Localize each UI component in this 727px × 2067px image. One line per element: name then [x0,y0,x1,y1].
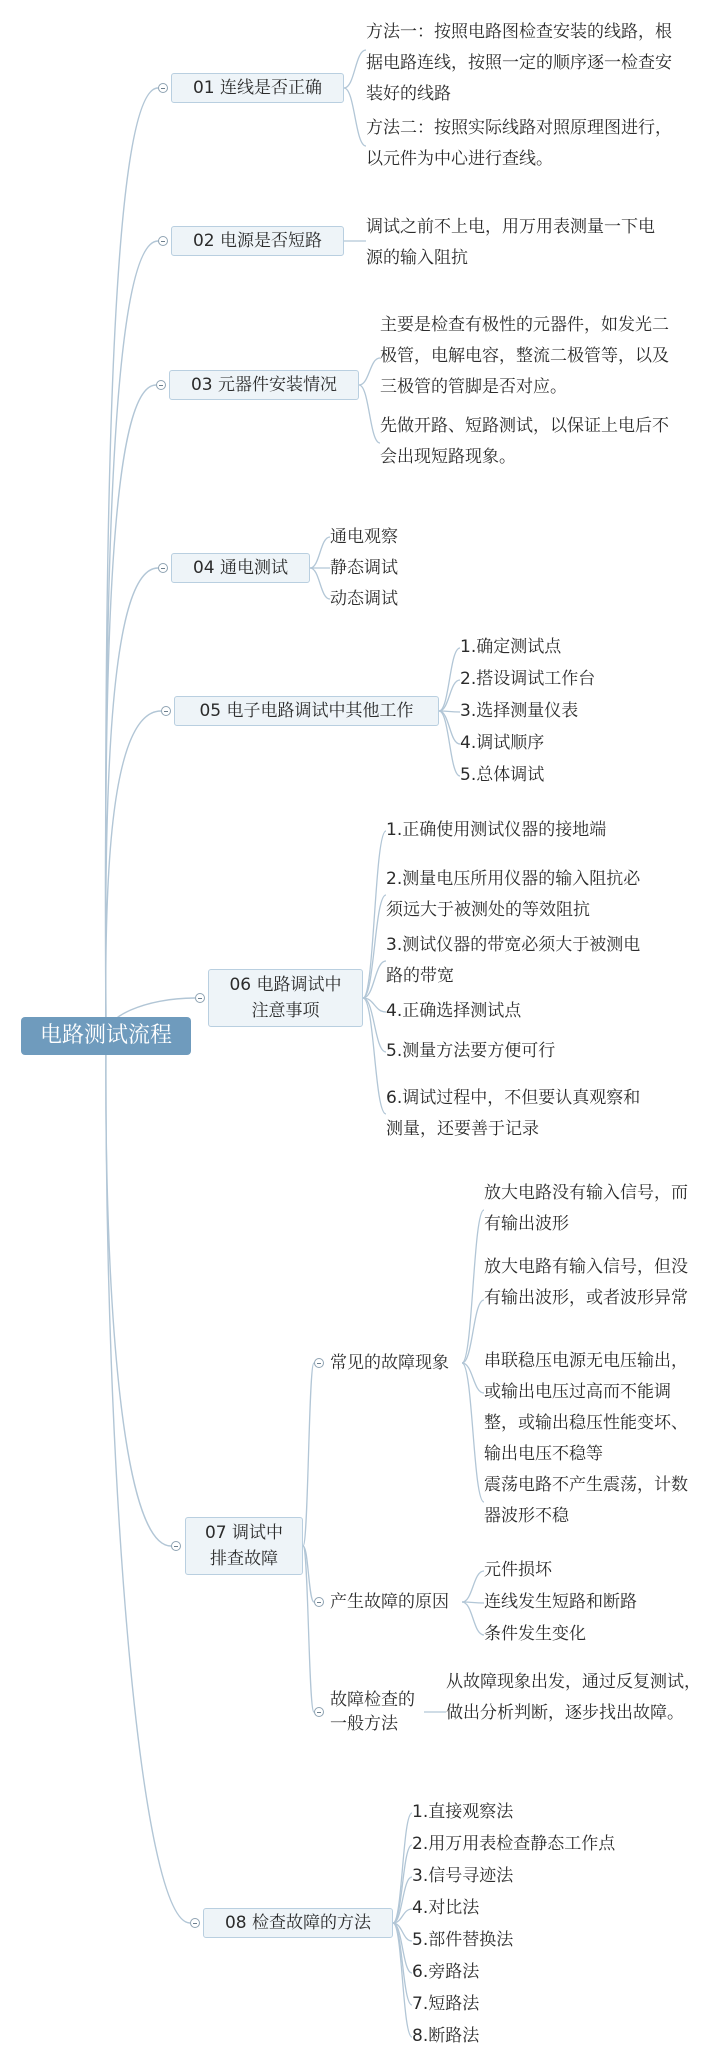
leaf-fault-4[interactable]: 震荡电路不产生震荡，计数器波形不稳 [484,1475,688,1526]
leaf-fault-1[interactable]: 放大电路没有输入信号，而有输出波形 [484,1183,688,1234]
leaf-branch06-1[interactable]: 1.正确使用测试仪器的接地端 [386,820,607,840]
leaf-branch05-2[interactable]: 2.搭设调试工作台 [460,669,596,689]
leaf-connector [393,1845,412,1923]
collapse-toggle-icon[interactable] [314,1358,324,1368]
collapse-toggle-icon[interactable] [314,1597,324,1607]
leaf-connector [462,1602,484,1635]
leaf-branch08-7[interactable]: 7.短路法 [412,1994,480,2014]
sub-inspection-method-line1: 故障检查的 [330,1690,415,1710]
leaf-branch06-2[interactable]: 2.测量电压所用仪器的输入阻抗必须远大于被测处的等效阻抗 [386,869,641,920]
root-branch-connector [106,568,158,1036]
leaf-connector [439,648,460,711]
leaf-branch08-1[interactable]: 1.直接观察法 [412,1802,514,1822]
leaf-branch06-4[interactable]: 4.正确选择测试点 [386,1001,522,1021]
collapse-toggle-icon[interactable] [195,993,205,1003]
collapse-toggle-icon[interactable] [171,1541,181,1551]
leaf-connector [393,1923,412,2005]
leaf-branch03-2[interactable]: 先做开路、短路测试，以保证上电后不会出现短路现象。 [380,416,669,467]
leaf-connector [462,1363,484,1502]
leaf-method-1[interactable]: 从故障现象出发，通过反复测试，做出分析判断，逐步找出故障。 [446,1672,701,1723]
leaf-connector [310,537,330,568]
leaf-connector [344,50,366,88]
collapse-toggle-icon[interactable] [158,563,168,573]
leaf-connector [344,88,366,146]
leaf-branch02-1[interactable]: 调试之前不上电，用万用表测量一下电源的输入阻抗 [366,217,655,268]
leaf-branch01-1[interactable]: 方法一：按照电路图检查安装的线路，根据电路连线，按照一定的顺序逐一检查安装好的线路 [366,22,672,104]
leaf-cause-1[interactable]: 元件损坏 [484,1560,552,1580]
collapse-toggle-icon[interactable] [158,236,168,246]
leaf-branch08-8[interactable]: 8.断路法 [412,2026,480,2046]
sub-inspection-method-line2: 一般方法 [330,1714,398,1734]
branch-08[interactable]: 08 检查故障的方法 [203,1908,393,1938]
sub-connector [303,1363,314,1546]
collapse-toggle-icon[interactable] [314,1707,324,1717]
leaf-branch08-2[interactable]: 2.用万用表检查静态工作点 [412,1834,616,1854]
leaf-branch08-3[interactable]: 3.信号寻迹法 [412,1866,514,1886]
sub-inspection-method[interactable] [330,1688,415,1736]
leaf-branch05-5[interactable]: 5.总体调试 [460,765,545,785]
branch-07-label-line1: 07 调试中 [204,1523,284,1543]
leaf-branch08-5[interactable]: 5.部件替换法 [412,1930,514,1950]
leaf-branch08-6[interactable]: 6.旁路法 [412,1962,480,1982]
root-branch-connector [106,1036,190,1923]
leaf-connector [363,998,386,1114]
leaf-branch06-3[interactable]: 3.测试仪器的带宽必须大于被测电路的带宽 [386,935,641,986]
branch-05[interactable]: 05 电子电路调试中其他工作 [174,696,439,726]
leaf-connector [359,358,380,385]
leaf-connector [363,998,386,1052]
branch-06[interactable] [208,969,363,1027]
leaf-branch01-2[interactable]: 方法二：按照实际线路对照原理图进行，以元件为中心进行查线。 [366,118,672,169]
branch-01[interactable]: 01 连线是否正确 [171,73,344,103]
branch-02[interactable]: 02 电源是否短路 [171,226,344,256]
leaf-branch06-5[interactable]: 5.测量方法要方便可行 [386,1041,556,1061]
leaf-branch05-4[interactable]: 4.调试顺序 [460,733,545,753]
collapse-toggle-icon[interactable] [190,1918,200,1928]
leaf-branch08-4[interactable]: 4.对比法 [412,1898,480,1918]
branch-06-label-line2: 注意事项 [251,1001,320,1021]
branch-07-label-line2: 排查故障 [210,1549,278,1569]
leaf-cause-3[interactable]: 条件发生变化 [484,1624,586,1644]
leaf-connector [462,1300,484,1363]
leaf-branch04-2[interactable]: 静态调试 [330,558,398,578]
root-topic[interactable]: 电路测试流程 [21,1017,191,1055]
branch-07[interactable] [185,1517,303,1575]
leaf-connector [462,1210,484,1363]
leaf-branch04-1[interactable]: 通电观察 [330,527,398,547]
leaf-branch05-1[interactable]: 1.确定测试点 [460,637,562,657]
leaf-connector [359,385,380,443]
leaf-connector [393,1813,412,1923]
leaf-connector [439,680,460,711]
branch-04[interactable]: 04 通电测试 [171,553,310,583]
sub-fault-causes[interactable]: 产生故障的原因 [330,1592,449,1612]
leaf-cause-2[interactable]: 连线发生短路和断路 [484,1592,637,1612]
leaf-fault-2[interactable]: 放大电路有输入信号，但没有输出波形，或者波形异常 [484,1257,688,1308]
leaf-branch04-3[interactable]: 动态调试 [330,589,398,609]
collapse-toggle-icon[interactable] [158,83,168,93]
leaf-branch03-1[interactable]: 主要是检查有极性的元器件，如发光二极管，电解电容，整流二极管等，以及三极管的管脚是否对应。 [380,315,669,397]
branch-06-label-line1: 06 电路调试中 [229,975,342,995]
leaf-connector [439,711,460,744]
leaf-connector [363,831,386,998]
collapse-toggle-icon[interactable] [161,706,171,716]
collapse-toggle-icon[interactable] [156,380,166,390]
leaf-branch05-3[interactable]: 3.选择测量仪表 [460,701,579,721]
sub-common-faults[interactable]: 常见的故障现象 [330,1353,449,1373]
leaf-connector [462,1571,484,1602]
leaf-fault-3[interactable]: 串联稳压电源无电压输出，或输出电压过高而不能调整，或输出稳压性能变坏、输出电压不稳等 [484,1351,688,1464]
branch-03[interactable]: 03 元器件安装情况 [169,370,359,400]
root-branch-connector [106,711,161,1036]
leaf-branch06-6[interactable]: 6.调试过程中，不但要认真观察和测量，还要善于记录 [386,1088,641,1139]
leaf-connector [310,568,330,599]
